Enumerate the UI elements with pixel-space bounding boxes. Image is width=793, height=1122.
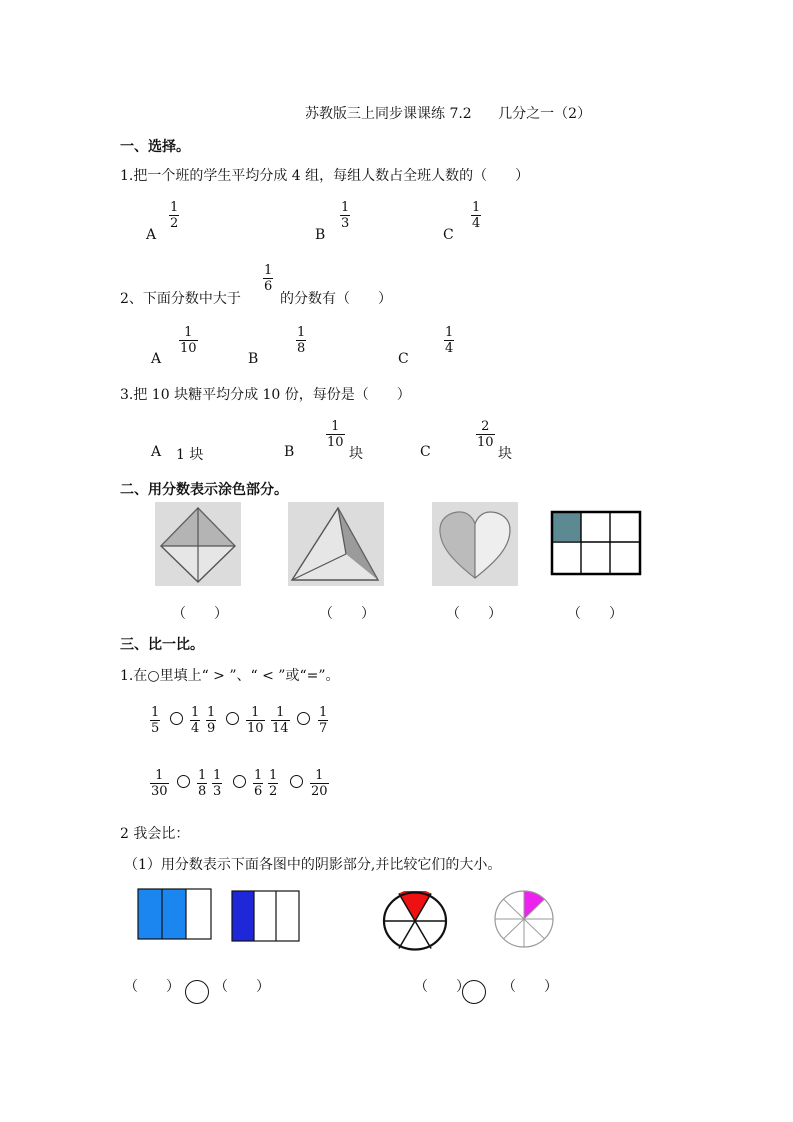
shaded-heart-figure <box>432 502 518 586</box>
section2-blank-4[interactable]: （ ） <box>567 606 623 622</box>
q3-option-c-unit: 块 <box>498 446 512 462</box>
q2-text-after: 的分数有（ ） <box>280 291 392 307</box>
q1-option-b-fraction: $\frac{1}{3}$ <box>341 200 350 231</box>
row1-fraction-3: $\frac{1}{9}$ <box>207 705 216 736</box>
row2-fraction-4: $\frac{1}{6}$ <box>254 768 263 799</box>
page-title <box>305 103 591 123</box>
q2-option-a-fraction: $\frac{1}{10}$ <box>180 325 197 356</box>
q1-option-a-label: A <box>146 227 157 243</box>
q2-option-b-label: B <box>248 351 259 367</box>
row2-fraction-6: $\frac{1}{20}$ <box>311 768 328 799</box>
shaded-diamond-figure <box>155 502 241 586</box>
shaded-triangle-figure <box>288 502 384 586</box>
q2-blank-1[interactable]: （ ） <box>124 979 180 995</box>
section2-heading: 二、用分数表示涂色部分。 <box>120 482 288 498</box>
row2-fraction-5: $\frac{1}{2}$ <box>269 768 278 799</box>
section3-q2-subtitle: （1）用分数表示下面各图中的阴影部分,并比较它们的大小。 <box>124 857 502 873</box>
title-main: 苏教版三上同步课课练 7.2 <box>305 106 472 122</box>
row2-fraction-1: $\frac{1}{30}$ <box>151 768 168 799</box>
q3-option-c-label: C <box>420 444 431 460</box>
row1-fraction-4: $\frac{1}{10}$ <box>247 705 264 736</box>
q1-option-b-label: B <box>315 227 326 243</box>
q1-option-c-fraction: $\frac{1}{4}$ <box>472 200 481 231</box>
section1-heading: 一、选择。 <box>120 139 190 155</box>
section2-blank-3[interactable]: （ ） <box>446 606 502 622</box>
bar-figure-one-third <box>231 890 301 942</box>
row2-fraction-3: $\frac{1}{3}$ <box>213 768 222 799</box>
q1-option-c-label: C <box>443 227 454 243</box>
section2-blank-2[interactable]: （ ） <box>319 606 375 622</box>
circle-figure-eighths <box>493 889 555 949</box>
q2-option-b-fraction: $\frac{1}{8}$ <box>297 325 306 356</box>
q3-option-c-fraction: $\frac{2}{10}$ <box>477 419 494 450</box>
q3-text: 3.把 10 块糖平均分成 10 份，每份是（ ） <box>120 387 411 403</box>
section3-q2-title: 2 我会比： <box>120 826 190 842</box>
row1-fraction-1: $\frac{1}{5}$ <box>151 705 160 736</box>
q3-option-b-fraction: $\frac{1}{10}$ <box>327 419 344 450</box>
section2-blank-1[interactable]: （ ） <box>172 606 228 622</box>
row2-fraction-2: $\frac{1}{8}$ <box>198 768 207 799</box>
q2-compare-circle-2[interactable] <box>462 980 486 1004</box>
q2-option-c-label: C <box>398 351 409 367</box>
q2-ref-fraction: $\frac{1}{6}$ <box>264 263 273 294</box>
q3-option-b-unit: 块 <box>349 446 363 462</box>
q2-text-before: 2、下面分数中大于 <box>120 291 241 307</box>
row1-compare-circle-1[interactable] <box>170 712 183 725</box>
bar-figure-two-thirds <box>137 888 213 940</box>
q2-option-a-label: A <box>151 351 162 367</box>
row2-compare-circle-2[interactable] <box>233 775 246 788</box>
section3-heading: 三、比一比。 <box>120 637 204 653</box>
row2-compare-circle-3[interactable] <box>290 775 303 788</box>
circle-figure-sixths <box>382 891 448 951</box>
q2-blank-4[interactable]: （ ） <box>502 979 558 995</box>
q1-text: 1.把一个班的学生平均分成 4 组，每组人数占全班人数的（ ） <box>120 168 530 184</box>
q2-compare-circle-1[interactable] <box>185 980 209 1004</box>
q2-option-c-fraction: $\frac{1}{4}$ <box>445 325 454 356</box>
row1-compare-circle-3[interactable] <box>297 712 310 725</box>
q3-option-a-text: 1 块 <box>176 447 204 463</box>
row1-compare-circle-2[interactable] <box>226 712 239 725</box>
row2-compare-circle-1[interactable] <box>177 775 190 788</box>
row1-fraction-6: $\frac{1}{7}$ <box>319 705 328 736</box>
q3-option-b-label: B <box>284 444 295 460</box>
q1-option-a-fraction: $\frac{1}{2}$ <box>170 200 179 231</box>
row1-fraction-2: $\frac{1}{4}$ <box>191 705 200 736</box>
q2-blank-3[interactable]: （ ） <box>414 979 470 995</box>
title-sub: 几分之一（2） <box>498 106 592 122</box>
section3-q1-text: 1.在○里填上“ > ”、“ < ”或“=”。 <box>120 668 340 684</box>
shaded-grid-figure <box>550 510 642 576</box>
q3-option-a-label: A <box>151 444 162 460</box>
q2-blank-2[interactable]: （ ） <box>214 979 270 995</box>
row1-fraction-5: $\frac{1}{14}$ <box>272 705 289 736</box>
